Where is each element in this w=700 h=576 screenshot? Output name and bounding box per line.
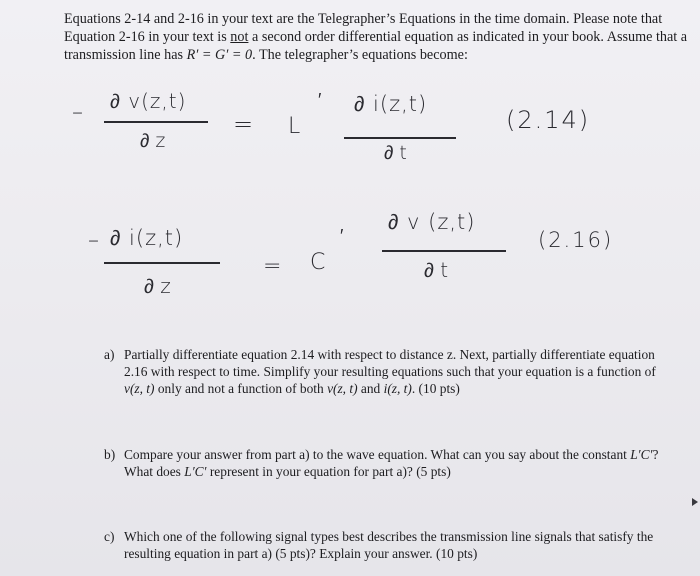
eq2-tag: (2.16) [538, 228, 614, 252]
question-b-text [124, 446, 674, 480]
eq2-equals: = [263, 254, 282, 279]
page-edge-arrow-icon [692, 498, 698, 506]
eq2-coef: C [310, 250, 326, 275]
question-c-body: Which one of the following signal types best describes the transmission line signals that satisfy the resulting equation in part a) (5 pts)? Explain your answer. (10 pts) [124, 529, 654, 561]
question-a [104, 346, 674, 397]
eq1-rhs-fraction-bar [344, 137, 456, 139]
eq1-rhs-numerator: ∂ i(z,t) [354, 92, 428, 116]
question-b-label: b) [104, 447, 116, 462]
intro-text-2: a second order differential equation as indicated in your book. Assume that a transmission line has [64, 29, 688, 63]
question-a-text [124, 346, 674, 397]
question-a-and: and [357, 381, 384, 396]
eq2-minus: – [88, 228, 99, 253]
eq2-denominator: ∂ z [144, 274, 171, 298]
question-b-math-1: L′C′ [630, 447, 653, 462]
intro-paragraph [64, 10, 690, 64]
eq2-prime: ′ [340, 226, 344, 247]
question-b-body: Compare your answer from part a) to the wave equation. What can you say about the constant [124, 447, 631, 462]
question-a-end: . (10 pts) [411, 381, 460, 396]
eq1-tag: (2.14) [506, 106, 591, 134]
eq1-denominator: ∂ z [140, 130, 166, 152]
question-b-mid: ? What does [124, 447, 659, 479]
intro-underlined-not: not [230, 29, 249, 45]
question-b-math-2: L′C′ [184, 464, 207, 479]
question-a-mid: only and not a function of both [154, 381, 328, 396]
eq1-rhs-denominator: ∂ t [384, 142, 407, 164]
question-a-math-2: v(z, t) [327, 381, 358, 396]
eq1-minus: – [72, 100, 83, 125]
question-c-label: c) [104, 529, 115, 544]
eq2-numerator: ∂ i(z,t) [110, 226, 184, 250]
intro-text-1: Equations 2-14 and 2-16 in your text are the Telegrapher’s Equations in the time domain. Please note that Equation 2-16 in your text is [64, 11, 663, 45]
intro-text-3: . The telegrapher’s equations become: [252, 47, 468, 63]
intro-math-rg: R′ = G′ = 0 [186, 47, 253, 63]
eq2-rhs-denominator: ∂ t [424, 258, 449, 282]
question-b-end: represent in your equation for part a)? (5 pts) [206, 464, 451, 479]
question-c-text [124, 528, 674, 562]
question-a-body: Partially differentiate equation 2.14 with respect to distance z. Next, partially differentiate equation 2.16 with respect to time. Simplify your resulting equations such that your equation is a function of [124, 347, 656, 379]
eq2-rhs-numerator: ∂ v (z,t) [388, 210, 476, 234]
eq1-coef: L [288, 114, 301, 139]
eq2-rhs-fraction-bar [382, 250, 506, 252]
question-a-math-1: v(z, t) [124, 381, 155, 396]
eq1-prime: ′ [318, 90, 322, 111]
eq1-equals: = [233, 110, 254, 138]
eq1-numerator: ∂ v(z,t) [110, 89, 187, 113]
question-b [104, 446, 674, 480]
question-a-math-3: i(z, t) [383, 381, 412, 396]
eq2-fraction-bar [104, 262, 220, 264]
eq1-fraction-bar [104, 121, 208, 123]
question-c [104, 528, 674, 562]
question-a-label: a) [104, 347, 115, 362]
